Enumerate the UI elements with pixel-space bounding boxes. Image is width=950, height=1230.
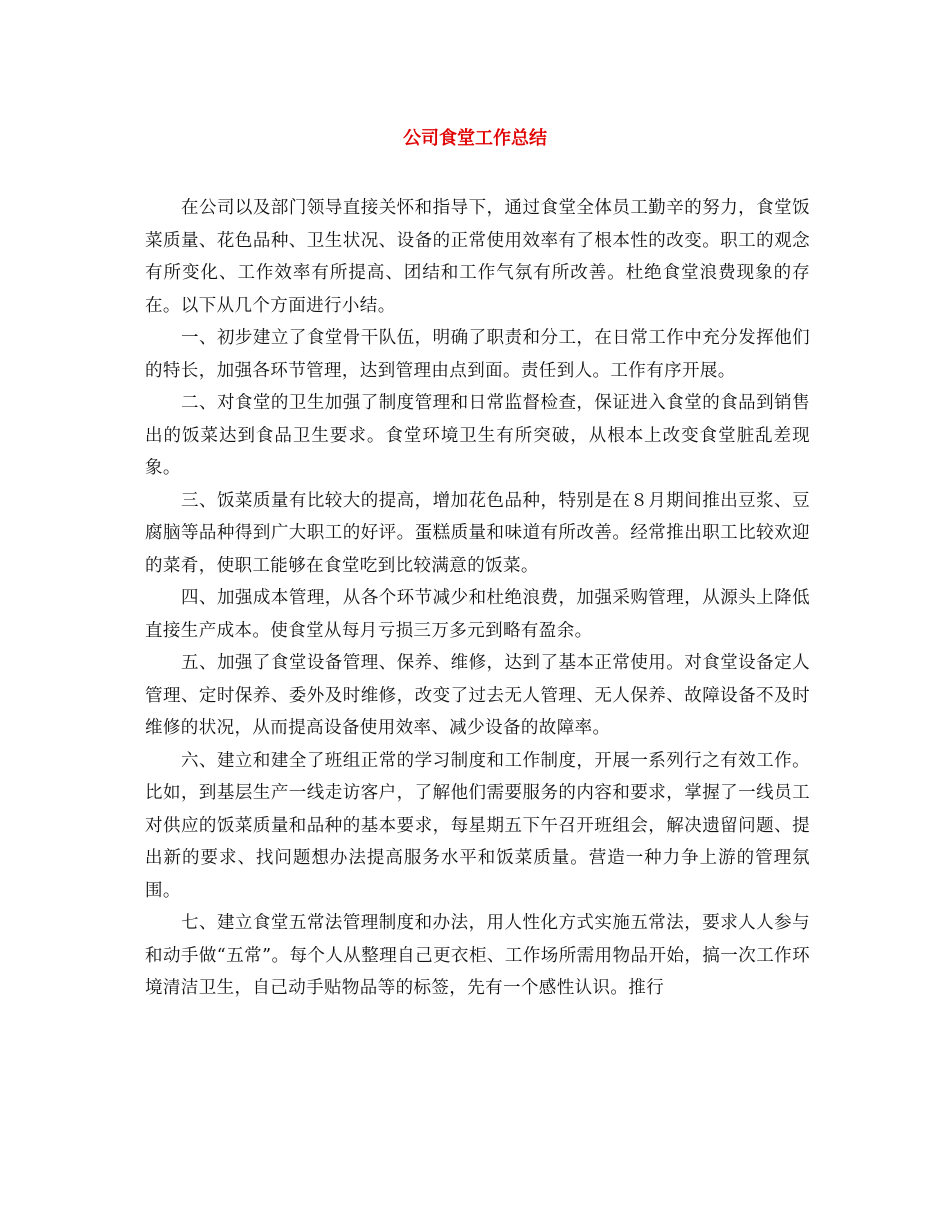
paragraph-6: 六、建立和建全了班组正常的学习制度和工作制度，开展一系列行之有效工作。比如，到基层生产一线走访客户，了解他们需要服务的内容和要求，掌握了一线员工对供应的饭菜质量和品种的基本要求，每星期五下午召开班组会，解决遗留问题、提出新的要求、找问题想办法提高服务水平和饭菜质量。营造一种力争上游的管理氛围。	[145, 750, 810, 901]
paragraph-1: 一、初步建立了食堂骨干队伍，明确了职责和分工，在日常工作中充分发挥他们的特长，加强各环节管理，达到管理由点到面。责任到人。工作有序开展。	[145, 328, 810, 381]
document-title: 公司食堂工作总结	[403, 128, 547, 149]
paragraph-3: 三、饭菜质量有比较大的提高，增加花色品种，特别是在８月期间推出豆浆、豆腐脑等品种得到广大职工的好评。蛋糕质量和味道有所改善。经常推出职工比较欢迎的菜肴，使职工能够在食堂吃到比较满意的饭菜。	[145, 490, 810, 576]
paragraph-4: 四、加强成本管理，从各个环节减少和杜绝浪费，加强采购管理，从源头上降低直接生产成本。使食堂从每月亏损三万多元到略有盈余。	[145, 588, 810, 641]
document-body	[145, 192, 810, 1005]
paragraph-intro: 在公司以及部门领导直接关怀和指导下，通过食堂全体员工勤辛的努力，食堂饭菜质量、花色品种、卫生状况、设备的正常使用效率有了根本性的改变。职工的观念有所变化、工作效率有所提高、团结和工作气氛有所改善。杜绝食堂浪费现象的存在。以下从几个方面进行小结。	[145, 198, 810, 316]
paragraph-5: 五、加强了食堂设备管理、保养、维修，达到了基本正常使用。对食堂设备定人管理、定时保养、委外及时维修，改变了过去无人管理、无人保养、故障设备不及时维修的状况，从而提高设备使用效率、减少设备的故障率。	[145, 653, 810, 738]
paragraph-7: 七、建立食堂五常法管理制度和办法，用人性化方式实施五常法，要求人人参与和动手做“五常”。每个人从整理自己更衣柜、工作场所需用物品开始，搞一次工作环境清洁卫生，自己动手贴物品等的标签，先有一个感性认识。推行	[145, 913, 810, 998]
paragraph-2: 二、对食堂的卫生加强了制度管理和日常监督检查，保证进入食堂的食品到销售出的饭菜达到食品卫生要求。食堂环境卫生有所突破，从根本上改变食堂脏乱差现象。	[145, 393, 810, 478]
